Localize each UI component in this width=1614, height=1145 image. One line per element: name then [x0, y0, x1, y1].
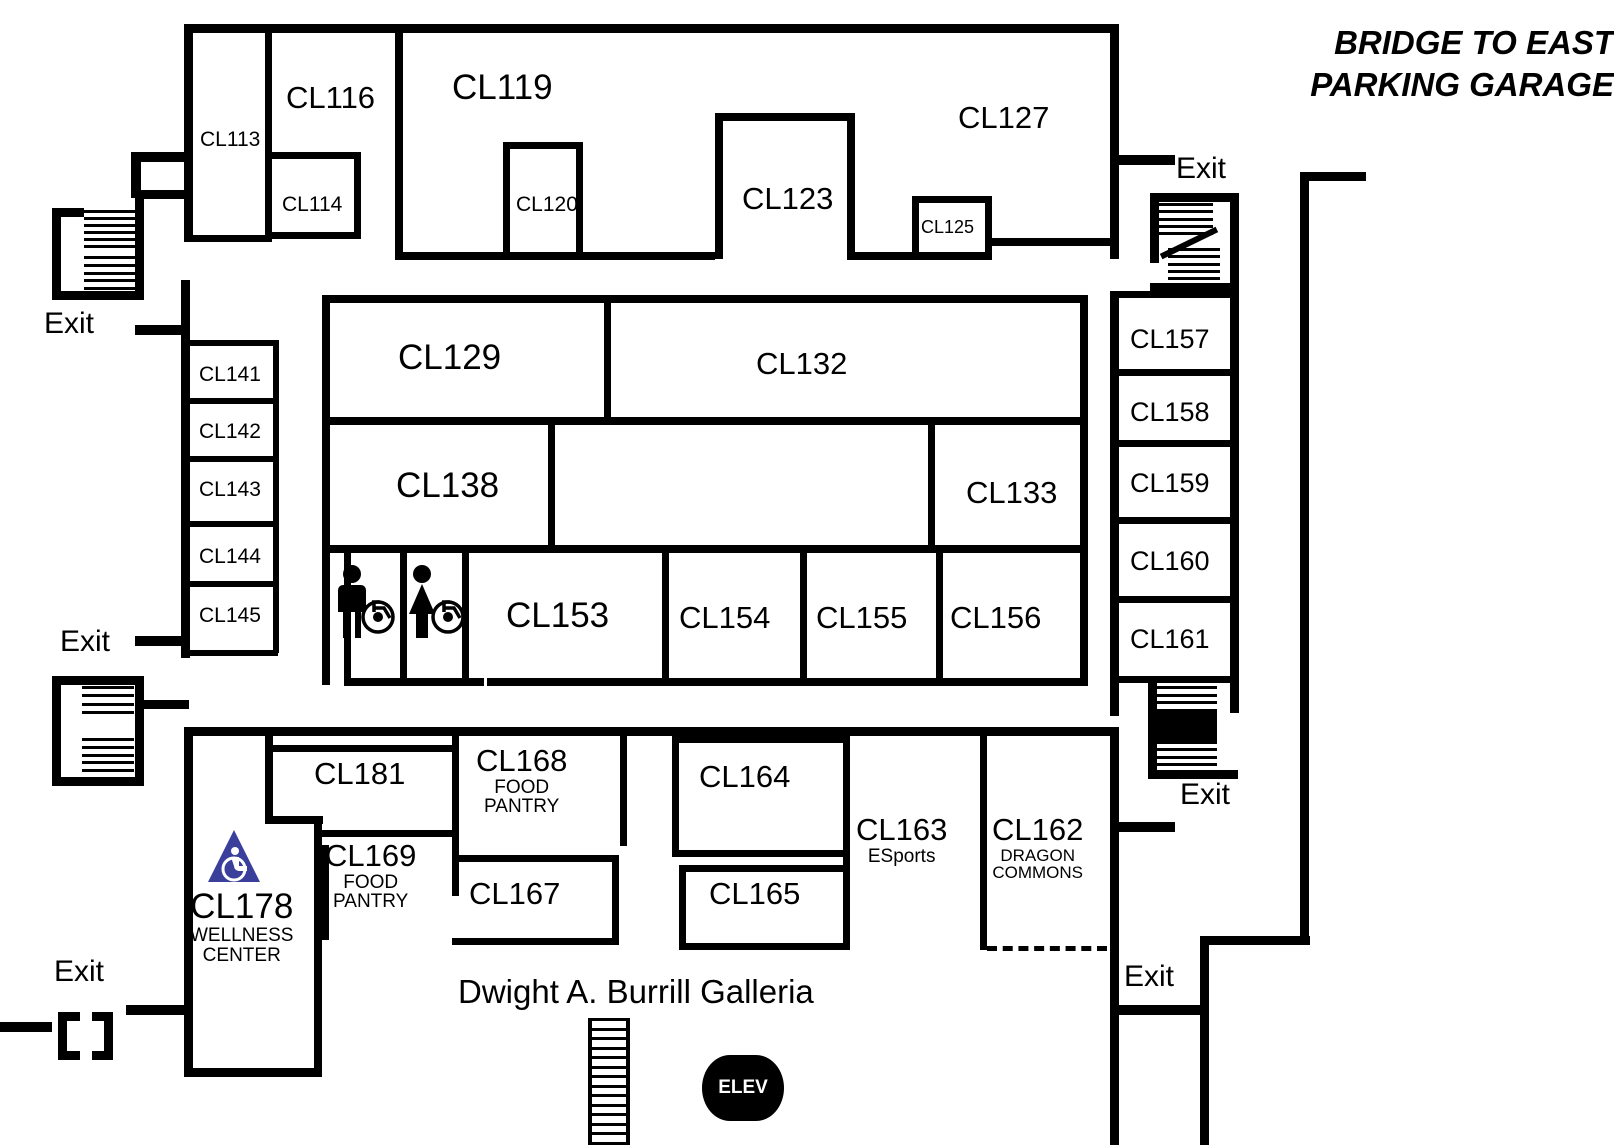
wall-cl178-bottom [184, 1068, 322, 1077]
room-sub-line1: DRAGON [1000, 845, 1075, 865]
room-label-cl158: CL158 [1130, 397, 1210, 427]
exit-label-bottom-left: Exit [54, 955, 105, 988]
stairs-icon-midleft-upper [82, 686, 134, 714]
wall-bottom-dashed-vert [1112, 1020, 1117, 1145]
wall-cl163-right [980, 736, 987, 950]
wall-cl138-bottom [322, 545, 1088, 553]
wall-cl143-top [190, 456, 278, 462]
wall-garage-corridor-left [1300, 172, 1309, 937]
wall-bottomleft-door-left [0, 1022, 52, 1032]
exit-label-bottom-right-upper: Exit [1180, 778, 1231, 811]
wall-cl164-top [672, 736, 847, 743]
stairs-icon-topleft-lower [84, 256, 136, 290]
wall-cl113-cl116 [265, 24, 272, 239]
room-sub-line2: PANTRY [333, 891, 409, 913]
room-label-cl123: CL123 [742, 181, 834, 216]
exit-label-bottom-right-lower: Exit [1124, 960, 1175, 993]
wall-top-right [1110, 24, 1119, 259]
wall-cl142-top [190, 398, 278, 404]
wall-cl138-right [548, 425, 555, 550]
wall-cl164-left [672, 736, 679, 856]
wall-cl125-top [912, 196, 992, 203]
room-label-cl163 [856, 814, 947, 866]
wall-cl145-right [273, 581, 279, 653]
wall-midleft-stair-top [52, 676, 144, 685]
elevator-icon [702, 1055, 784, 1121]
wall-mid-left-outer [181, 280, 190, 658]
bridge-note-line1: BRIDGE TO EAST [1334, 24, 1614, 61]
women-restroom-icon [400, 562, 466, 650]
wall-topleft-corridor-inner [141, 190, 188, 199]
room-sub-line1: FOOD [494, 776, 550, 798]
wall-cl167-top [452, 855, 617, 862]
wall-cl113-bottom [184, 235, 272, 242]
wall-cl165-left [679, 865, 686, 950]
stairs-icon-topright-upper [1158, 203, 1213, 235]
room-label-cl119: CL119 [452, 68, 553, 107]
wall-cl144-top [190, 521, 278, 527]
wall-cl167-bottom [452, 938, 619, 945]
wall-mid-exit-stub-top [135, 325, 190, 335]
wall-cl116-cl119 [395, 24, 403, 259]
room-label-cl127: CL127 [958, 100, 1050, 135]
room-label-cl168 [476, 745, 567, 817]
wall-cl120-top [503, 142, 583, 149]
wall-midleft-stair-bottom [52, 777, 144, 786]
wall-topleft-corridor-left [131, 152, 141, 198]
wall-topright-stair-sep [1150, 283, 1232, 291]
wall-cl158-bottom [1110, 440, 1238, 447]
wall-top-outer [184, 24, 1119, 33]
room-label-cl132: CL132 [756, 346, 848, 381]
room-label-cl167: CL167 [469, 876, 561, 911]
room-label-cl169 [325, 840, 416, 912]
room-sub-line2: CENTER [202, 944, 281, 966]
room-id: CL178 [190, 887, 294, 926]
wall-rightcol-left [1110, 291, 1119, 716]
wall-cl142-right [273, 398, 279, 458]
wall-cl144-right [273, 521, 279, 583]
wheelchair-accessible-icon [204, 826, 264, 886]
room-label-cl113: CL113 [200, 128, 261, 151]
wall-central-right [1080, 295, 1088, 685]
wall-cl163-left [843, 736, 850, 950]
room-label-cl114: CL114 [282, 193, 343, 216]
stairs-icon-bottomright-upper [1155, 686, 1217, 712]
elevator-label: ELEV [718, 1077, 768, 1098]
wall-topright-stair-top [1150, 193, 1239, 202]
wall-cl145-bottom [190, 650, 278, 656]
wall-central-top [322, 295, 1088, 303]
room-label-cl181: CL181 [314, 756, 406, 791]
wall-cl125-right [985, 196, 992, 256]
wall-garage-corridor-top [1300, 172, 1366, 181]
wall-cl125-left [912, 196, 919, 256]
wall-cl129-cl132-div [604, 295, 611, 420]
wall-bottomright-stair-left [1148, 683, 1157, 778]
wall-cl157-bottom [1110, 369, 1238, 376]
room-label-cl162 [992, 814, 1083, 882]
wall-bottomright-exit-stub [1110, 822, 1175, 832]
elevator-block-bottomright [1157, 712, 1217, 744]
bridge-note-line2: PARKING GARAGE [1310, 66, 1614, 104]
bridge-note [1194, 22, 1614, 106]
wall-cl123-left [715, 113, 723, 259]
room-label-cl138: CL138 [396, 466, 500, 505]
wall-cl165-top [679, 865, 847, 872]
wall-central-bottom-right [487, 678, 1088, 686]
wall-topleft-stairwell-left [52, 208, 61, 300]
wall-cl145-top [190, 581, 278, 587]
room-id: CL163 [856, 812, 948, 847]
wall-cl127-bottom [992, 238, 1119, 246]
room-id: CL162 [992, 812, 1084, 847]
galleria-title: Dwight A. Burrill Galleria [458, 973, 814, 1010]
wall-cl164-bottom [672, 850, 847, 857]
room-label-cl143: CL143 [199, 478, 261, 501]
wall-cl168-right [620, 736, 627, 846]
wall-cl143-right [273, 456, 279, 523]
wall-cl141-top [190, 340, 278, 346]
wall-cl123-bottom [847, 252, 992, 260]
wall-garage-corridor-bottom [1200, 936, 1310, 945]
wall-bottomright-exit-stub2 [1110, 1005, 1202, 1015]
room-label-cl120: CL120 [516, 193, 578, 216]
stairs-icon-galleria [588, 1018, 630, 1145]
room-label-cl144: CL144 [199, 545, 261, 568]
wall-cl178-right [314, 820, 322, 1075]
wall-topleft-stairwell-top [52, 208, 84, 217]
wall-cl159-bottom [1110, 517, 1238, 524]
room-label-cl156: CL156 [950, 600, 1042, 635]
room-label-cl160: CL160 [1130, 546, 1210, 576]
wall-cl165-bottom [679, 943, 847, 950]
room-label-cl133: CL133 [966, 475, 1058, 510]
room-label-cl153: CL153 [506, 596, 610, 635]
wall-bottomleft-door-bracket2c [92, 1051, 113, 1060]
room-id: CL169 [325, 838, 417, 873]
wall-topleft-stairwell-right [135, 198, 144, 293]
room-label-cl165: CL165 [709, 876, 801, 911]
room-label-cl145: CL145 [199, 604, 261, 627]
exit-label-mid-left-lower: Exit [60, 625, 111, 658]
room-label-cl159: CL159 [1130, 468, 1210, 498]
wall-cl178-inner-h [265, 816, 323, 824]
wall-cl167-right [612, 855, 619, 945]
room-label-cl142: CL142 [199, 420, 261, 443]
wall-cl133-left [928, 425, 935, 550]
room-sub-line1: FOOD [343, 871, 399, 893]
wall-bottomleft-door-bracket1b [58, 1012, 80, 1021]
wall-cl120-left [503, 142, 510, 252]
wall-cl123-top [715, 113, 855, 121]
room-label-cl129: CL129 [398, 338, 502, 377]
wall-cl181-bottom [314, 830, 454, 837]
wall-cl141-right [273, 340, 279, 400]
room-sub-line2: PANTRY [484, 796, 560, 818]
exit-label-mid-left-upper: Exit [44, 307, 95, 340]
stairs-icon-topright-lower [1168, 248, 1220, 280]
wall-garage-corridor-down [1200, 936, 1209, 1145]
wall-cl181-top [265, 745, 455, 752]
wall-cl161-bottom [1110, 676, 1238, 683]
exit-label-top-right: Exit [1176, 152, 1227, 185]
wall-cl114-bottom [265, 232, 361, 239]
stairs-icon-midleft-lower [82, 738, 134, 772]
wall-top-left [184, 24, 193, 242]
wall-midleft-stair-left [52, 676, 61, 786]
room-label-cl141: CL141 [199, 363, 261, 386]
wall-cl162-dashed-bottom [987, 946, 1107, 951]
room-id: CL168 [476, 743, 568, 778]
wall-bottomleft-door-bracket1c [58, 1051, 80, 1060]
wall-topleft-stairwell-bottom [52, 291, 144, 300]
room-label-cl161: CL161 [1130, 624, 1210, 654]
wall-rightcol-top [1110, 291, 1238, 298]
room-label-cl154: CL154 [679, 600, 771, 635]
wall-cl119-bottom [395, 252, 715, 260]
room-label-cl116: CL116 [286, 80, 376, 115]
stairs-icon-topleft-upper [84, 210, 136, 248]
room-label-cl125: CL125 [921, 217, 975, 237]
wall-cl155-right [936, 553, 943, 685]
wall-midleft-stair-connect [135, 700, 189, 709]
wall-cl153-right [662, 553, 669, 685]
men-restroom-icon [330, 562, 396, 650]
wall-cl154-right [800, 553, 807, 685]
wall-cl160-bottom [1110, 596, 1238, 603]
wall-topright-stair-right [1230, 193, 1239, 713]
wall-mid-exit-stub-bottom [135, 636, 190, 646]
wall-central-left [322, 295, 330, 685]
room-label-cl164: CL164 [699, 759, 791, 794]
wall-topright-exit-stub [1119, 155, 1175, 165]
wall-cl123-right [847, 113, 855, 259]
wall-cl168-left [452, 736, 459, 896]
room-label-cl157: CL157 [1130, 324, 1210, 354]
room-label-cl155: CL155 [816, 600, 908, 635]
wall-cl116-bottom [265, 152, 361, 159]
wall-bottom-outer-top [184, 727, 1114, 736]
wall-bottomleft-exit-stub [126, 1005, 188, 1015]
room-sub-line2: COMMONS [992, 863, 1084, 883]
wall-cl129-bottom [322, 417, 1088, 425]
wall-bottomleft-door-bracket2b [92, 1012, 113, 1021]
room-label-cl178 [190, 889, 293, 966]
wall-cl114-right [354, 152, 361, 239]
room-sub-line1: WELLNESS [190, 924, 294, 946]
room-sub-line1: ESports [867, 845, 936, 867]
